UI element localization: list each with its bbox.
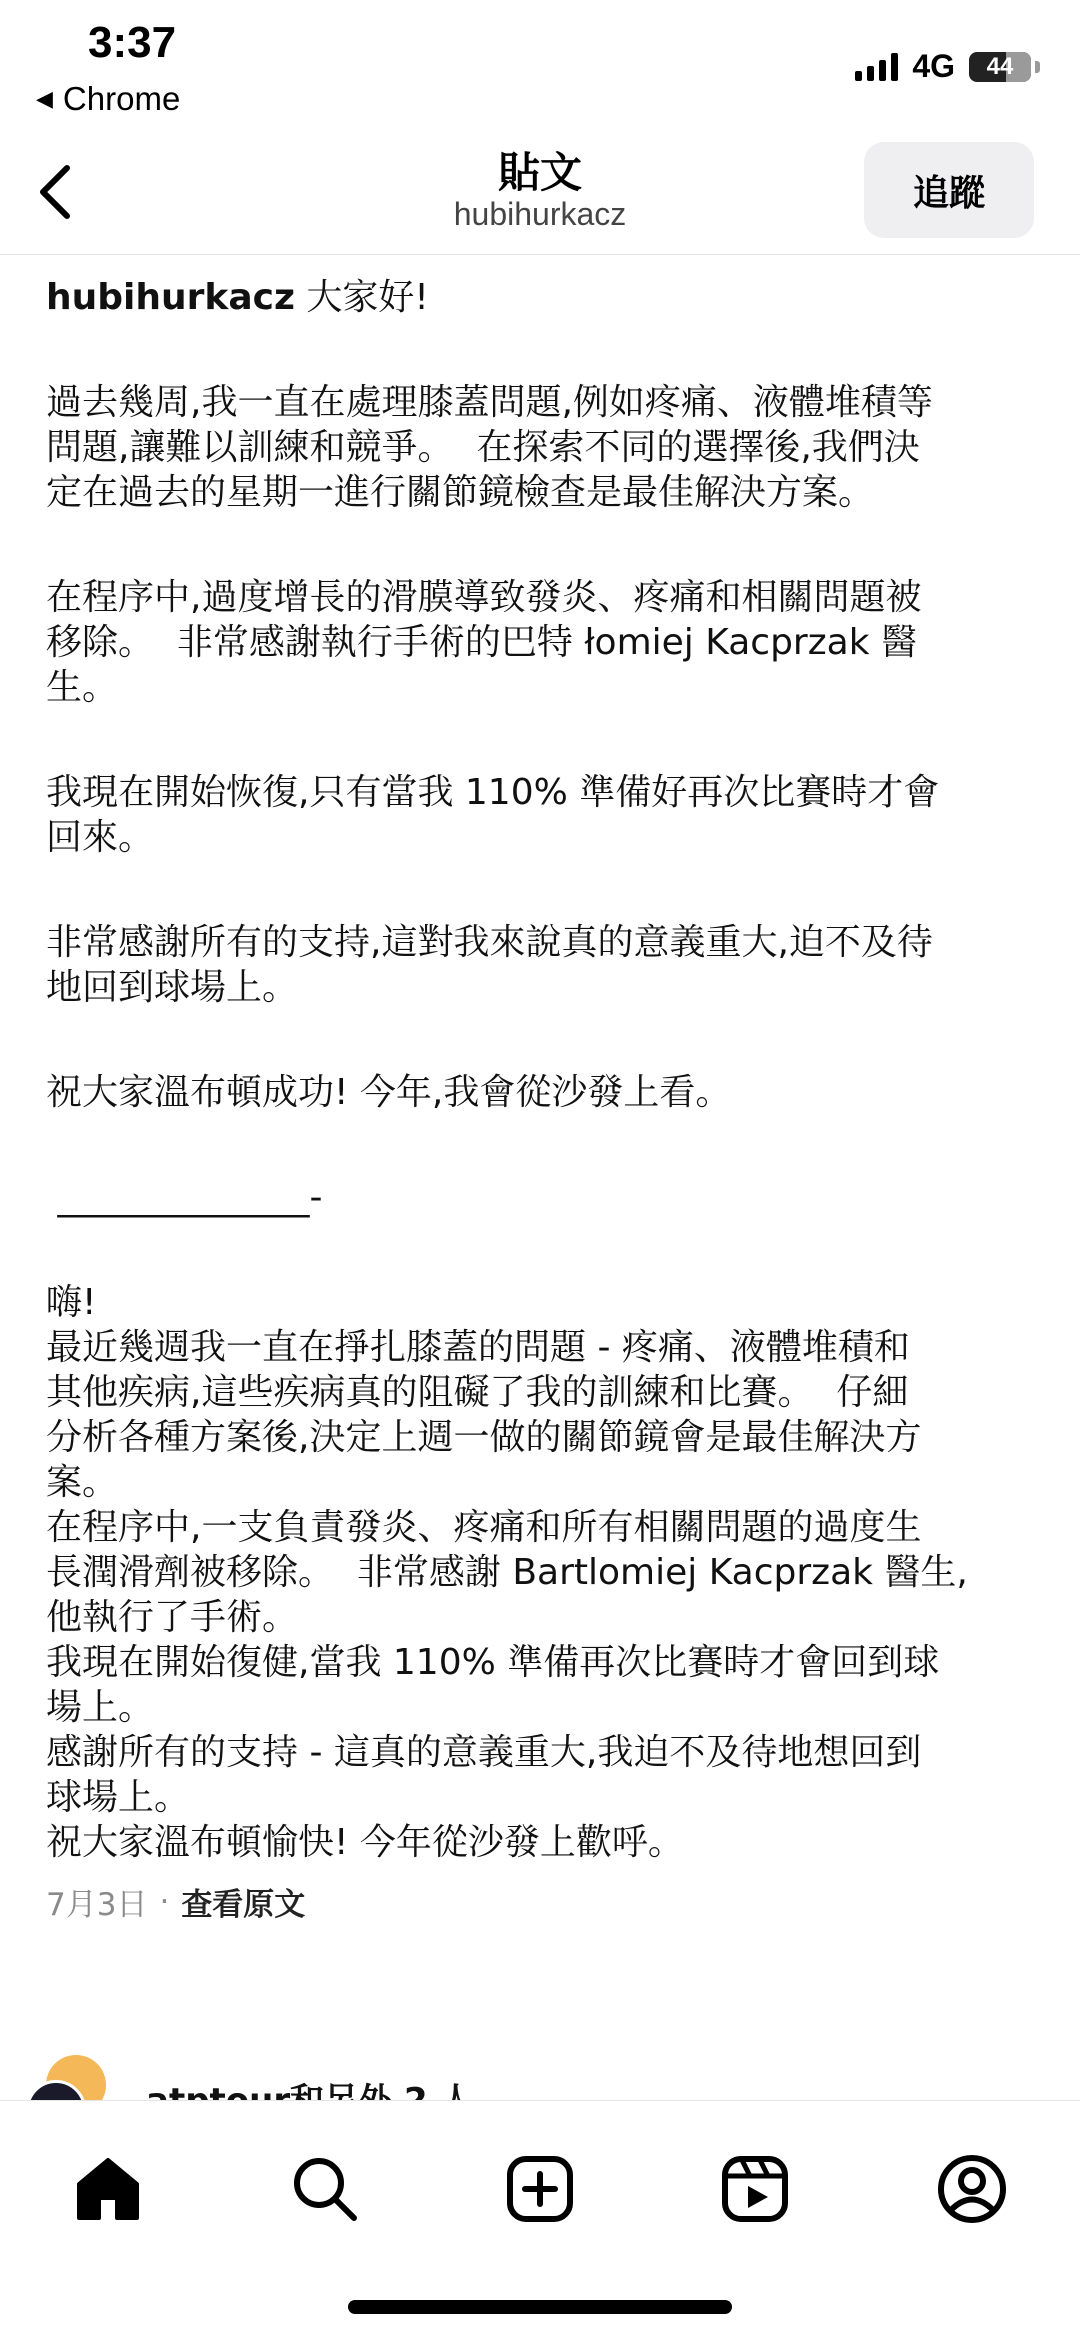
back-app-label: Chrome (62, 80, 181, 117)
post-paragraph-5: 祝大家溫布頓成功! 今年,我會從沙發上看。 (46, 1072, 732, 1113)
page-title: 貼文 (497, 148, 582, 197)
signal-icon (855, 53, 898, 81)
network-type: 4G (912, 48, 955, 84)
status-bar (0, 0, 1080, 130)
header-username[interactable]: hubihurkacz (453, 196, 627, 232)
battery-icon (969, 52, 1031, 82)
nav-search[interactable] (285, 2149, 365, 2229)
post-paragraph-4: 非常感謝所有的支持,這對我來說真的意義重大,迫不及待 地回到球場上。 (46, 922, 933, 1008)
back-to-app[interactable] (36, 80, 180, 118)
post-date: 7月3日 (46, 1887, 148, 1923)
post-paragraph-1: 過去幾周,我一直在處理膝蓋問題,例如疼痛、液體堆積等 問題,讓難以訓練和競爭。 在探索不同的選擇後,我們決 定在過去的星期一進行關節鏡檢查是最佳解決方案。 (46, 382, 933, 513)
post-header (0, 130, 1080, 255)
post-content (46, 275, 1036, 1924)
post-translation: 嗨! 最近幾週我一直在掙扎膝蓋的問題 - 疼痛、液體堆積和 其他疾病,這些疾病真的阻礙了我的訓練和比賽。 仔細 分析各種方案後,決定上週一做的關節鏡會是最佳解決方 案。 在程序中,一支負責發炎、疼痛和所有相關問題的過度生 長潤滑劑被移除。 非常感謝 Bartlomiej Kacprzak 醫生, 他執行了手術。 我現在開始復健,當我 110% 準備再次比賽時才會回到球 場上。 感謝所有的支持 - 這真的意義重大,我迫不及待地想回到 球場上。 祝大家溫布頓愉快! 今年從沙發上歡呼。 (46, 1282, 968, 1863)
follow-button[interactable]: 追蹤 (864, 142, 1034, 238)
nav-create[interactable] (500, 2149, 580, 2229)
home-icon (73, 2154, 143, 2224)
home-indicator[interactable] (348, 2300, 732, 2314)
post-author[interactable]: hubihurkacz (46, 277, 295, 318)
nav-reels[interactable] (715, 2149, 795, 2229)
status-indicators (855, 48, 1040, 85)
nav-profile[interactable] (932, 2149, 1012, 2229)
create-icon (505, 2154, 575, 2224)
search-icon (290, 2154, 360, 2224)
nav-home[interactable] (68, 2149, 148, 2229)
post-meta (46, 1879, 1036, 1924)
post-separator-line: ______________- (46, 1177, 323, 1218)
post-paragraph-2: 在程序中,過度增長的滑膜導致發炎、疼痛和相關問題被 移除。 非常感謝執行手術的巴特 łomiej Kacprzak 醫 生。 (46, 577, 922, 708)
meta-separator: · (159, 1883, 170, 1920)
likes-row[interactable] (36, 2055, 1036, 2100)
post-greeting-line (46, 275, 1036, 320)
post-paragraph-3: 我現在開始恢復,只有當我 110% 準備好再次比賽時才會 回來。 (46, 772, 940, 858)
battery-tip (1035, 61, 1040, 73)
post-greeting: 大家好! (306, 277, 429, 318)
status-time: 3:37 (88, 18, 177, 67)
back-triangle-icon: ◀ (36, 86, 53, 111)
see-original-link[interactable]: 查看原文 (181, 1887, 306, 1923)
reels-icon (720, 2154, 790, 2224)
profile-icon (936, 2153, 1008, 2225)
battery-level: 44 (986, 52, 1014, 80)
